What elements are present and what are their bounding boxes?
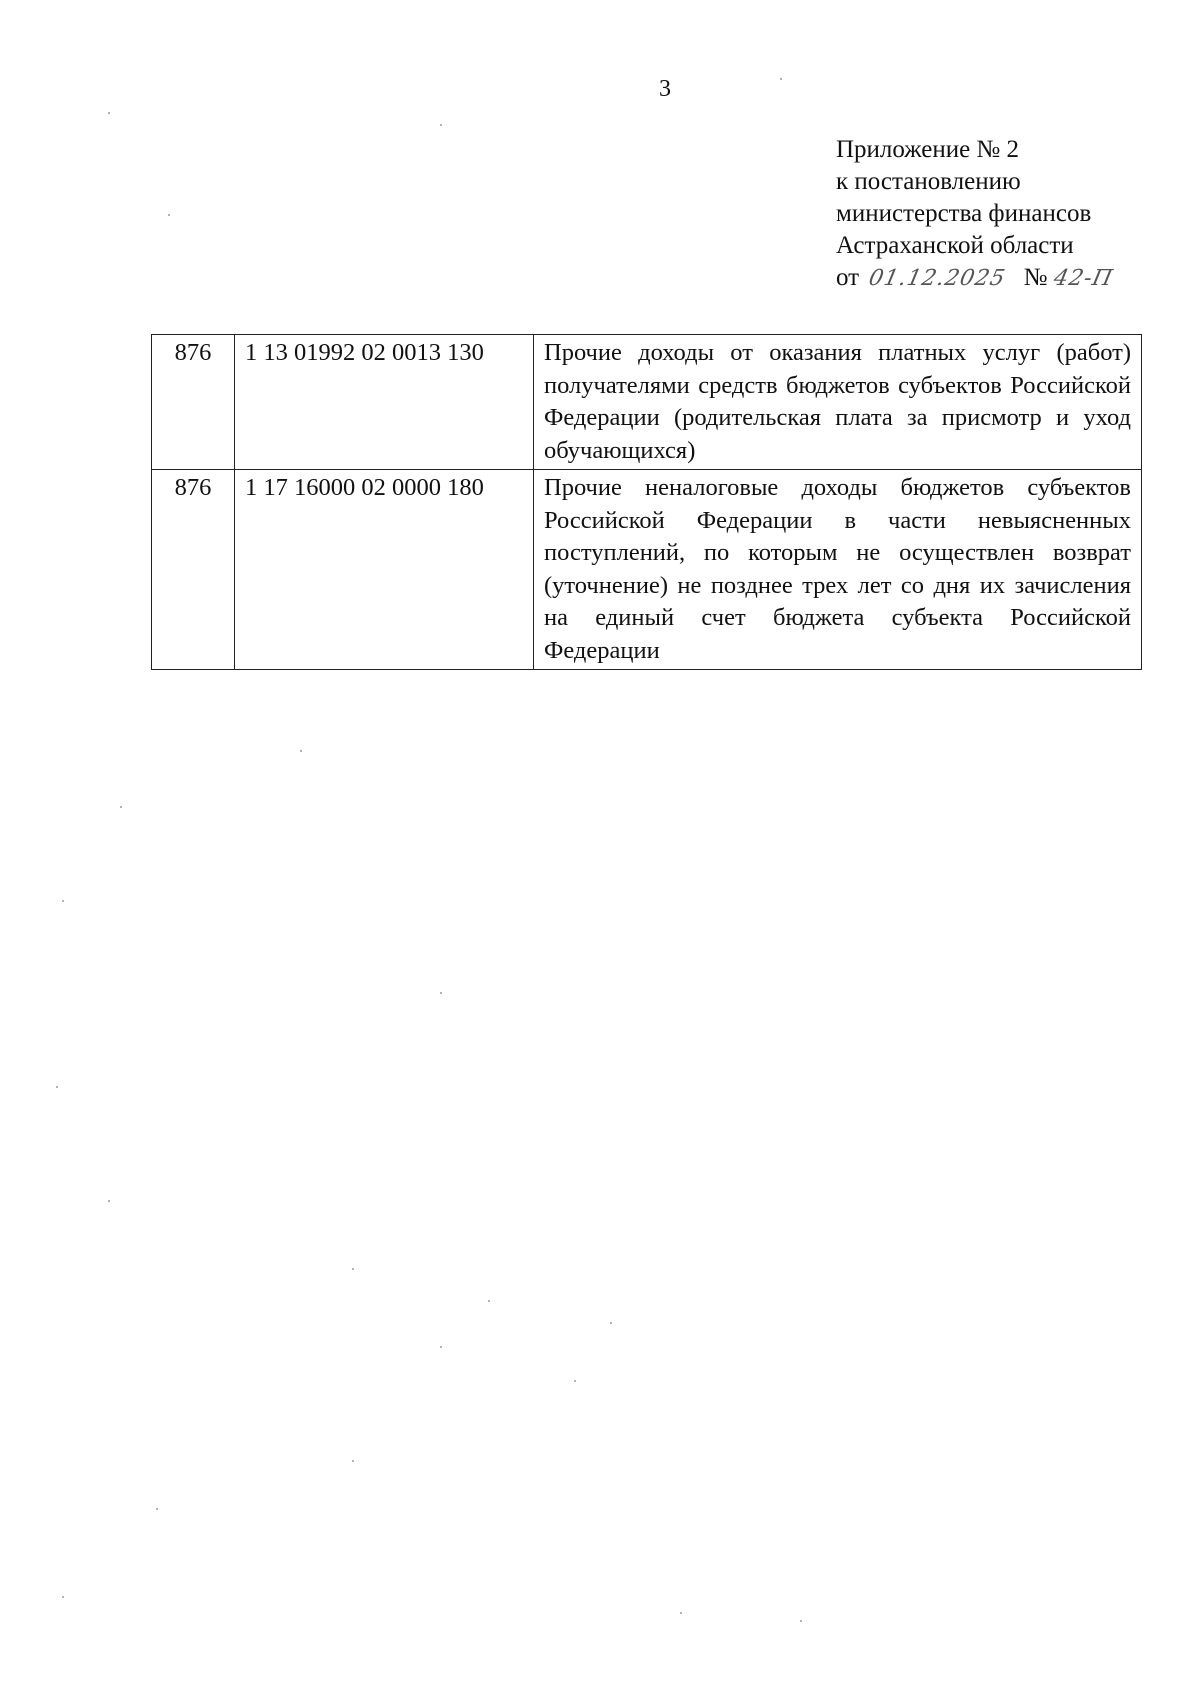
page-number: 3 [659, 76, 671, 102]
date-prefix: от [836, 264, 860, 291]
scan-speck [574, 1380, 576, 1382]
appendix-resolution-line: к постановлению [836, 168, 1021, 195]
scan-speck [352, 1268, 354, 1270]
scan-speck [108, 1200, 110, 1202]
scan-speck [680, 1612, 682, 1614]
revenue-name-cell: Прочие доходы от оказания платных услуг (работ) получателями средств бюджетов субъектов Российской Федерации (родительская плата за присмотр и уход обучающихся) [534, 335, 1142, 470]
scan-speck [440, 124, 442, 126]
scan-speck [120, 806, 122, 808]
scan-speck [108, 112, 110, 114]
revenue-name-cell: Прочие неналоговые доходы бюджетов субъектов Российской Федерации в части невыясненных поступлений, по которым не осуществлен возврат (уточнение) не позднее трех лет со дня их зачисления на единый счет бюджета субъекта Российской Федерации [534, 470, 1142, 670]
scan-speck [62, 900, 64, 902]
scan-speck [610, 1322, 612, 1324]
scan-speck [780, 78, 782, 80]
number-prefix: № [1023, 264, 1048, 291]
scan-speck [800, 1620, 802, 1622]
scan-speck [62, 1596, 64, 1598]
admin-code-cell: 876 [152, 335, 235, 470]
admin-code-cell: 876 [152, 470, 235, 670]
table-row [152, 335, 1142, 470]
scan-speck [156, 1508, 158, 1510]
appendix-date-line [836, 262, 1116, 295]
scan-speck [488, 1300, 490, 1302]
scan-speck [300, 750, 302, 752]
handwritten-number: 42-П [1051, 266, 1116, 291]
handwritten-date: 01.12.2025 [866, 266, 1009, 291]
appendix-region-line: Астраханской области [836, 232, 1074, 259]
revenue-codes-table [151, 334, 1142, 670]
scan-speck [352, 1460, 354, 1462]
appendix-title: Приложение № 2 [836, 136, 1020, 163]
table-row [152, 470, 1142, 670]
scan-speck [440, 992, 442, 994]
scan-speck [56, 1086, 58, 1088]
budget-code-cell: 1 13 01992 02 0013 130 [235, 335, 534, 470]
appendix-ministry-line: министерства финансов [836, 200, 1092, 227]
scan-speck [440, 1346, 442, 1348]
scan-speck [168, 214, 170, 216]
appendix-header [836, 134, 1116, 295]
budget-code-cell: 1 17 16000 02 0000 180 [235, 470, 534, 670]
